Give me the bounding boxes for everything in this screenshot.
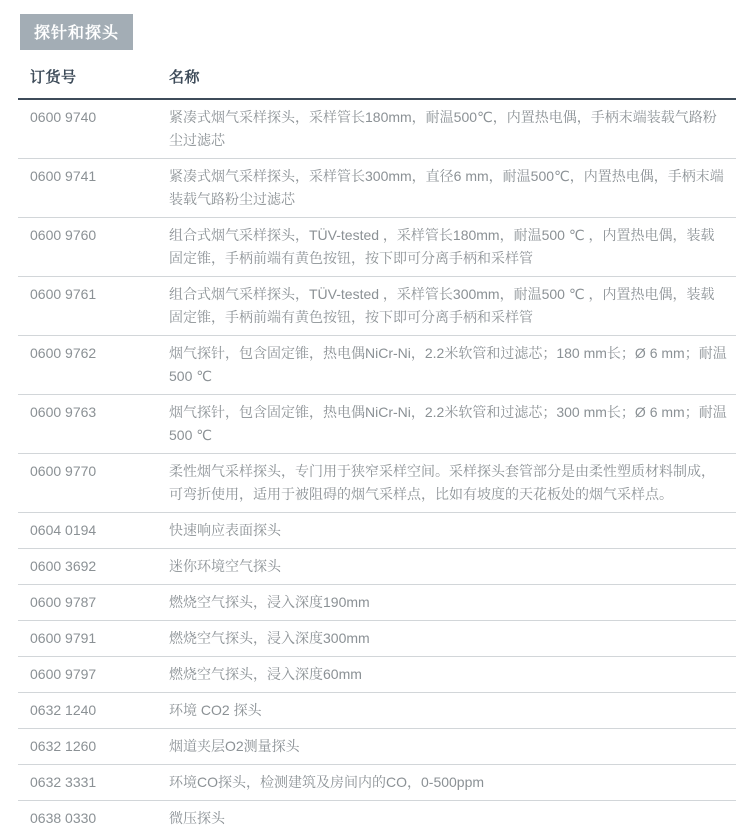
name-cell: 环境 CO2 探头 [157,693,736,729]
table-row [18,657,736,693]
name-cell: 燃烧空气探头，浸入深度60mm [157,657,736,693]
table-body [18,99,736,830]
order-number-cell: 0600 9762 [18,336,157,395]
table-row [18,801,736,830]
order-number-cell: 0600 9741 [18,159,157,218]
section-title: 探针和探头 [34,25,120,42]
order-number-cell: 0632 1260 [18,729,157,765]
order-number-cell: 0600 9770 [18,454,157,513]
name-cell: 迷你环境空气探头 [157,549,736,585]
name-cell: 环境CO探头，检测建筑及房间内的CO，0-500ppm [157,765,736,801]
name-cell: 燃烧空气探头，浸入深度190mm [157,585,736,621]
name-cell: 紧凑式烟气采样探头，采样管长300mm，直径6 mm，耐温500℃，内置热电偶，手柄末端装载气路粉尘过滤芯 [157,159,736,218]
order-number-cell: 0600 9763 [18,395,157,454]
order-number-cell: 0600 9791 [18,621,157,657]
table-row [18,159,736,218]
table-row [18,454,736,513]
order-number-cell: 0600 9760 [18,218,157,277]
table-row [18,277,736,336]
column-header-order-number: 订货号 [18,58,157,99]
table-row [18,549,736,585]
table-row [18,336,736,395]
name-cell: 柔性烟气采样探头，专门用于狭窄采样空间。采样探头套管部分是由柔性塑质材料制成，可弯折使用，适用于被阻碍的烟气采样点，比如有坡度的天花板处的烟气采样点。 [157,454,736,513]
order-number-cell: 0600 9787 [18,585,157,621]
name-cell: 烟气探针，包含固定锥，热电偶NiCr-Ni，2.2米软管和过滤芯；180 mm长；Ø 6 mm；耐温500 ℃ [157,336,736,395]
name-cell: 快速响应表面探头 [157,513,736,549]
table-row [18,729,736,765]
name-cell: 烟道夹层O2测量探头 [157,729,736,765]
order-number-cell: 0600 9797 [18,657,157,693]
order-number-cell: 0600 9740 [18,99,157,159]
table-row [18,395,736,454]
table-row [18,693,736,729]
table-row [18,218,736,277]
name-cell: 烟气探针，包含固定锥，热电偶NiCr-Ni，2.2米软管和过滤芯；300 mm长；Ø 6 mm；耐温500 ℃ [157,395,736,454]
section-title-badge [20,14,133,50]
name-cell: 组合式烟气采样探头，TÜV-tested ，采样管长300mm，耐温500 ℃ ，内置热电偶，装载固定锥，手柄前端有黄色按钮，按下即可分离手柄和采样管 [157,277,736,336]
order-number-cell: 0632 3331 [18,765,157,801]
column-header-name: 名称 [157,58,736,99]
order-number-cell: 0600 3692 [18,549,157,585]
table-row [18,765,736,801]
table-row [18,621,736,657]
table-header-row [18,58,736,99]
name-cell: 燃烧空气探头，浸入深度300mm [157,621,736,657]
order-number-cell: 0638 0330 [18,801,157,830]
table-row [18,585,736,621]
order-number-cell: 0604 0194 [18,513,157,549]
order-number-cell: 0600 9761 [18,277,157,336]
name-cell: 紧凑式烟气采样探头，采样管长180mm，耐温500℃，内置热电偶，手柄末端装载气路粉尘过滤芯 [157,99,736,159]
table-row [18,99,736,159]
products-table [18,58,736,830]
name-cell: 组合式烟气采样探头，TÜV-tested ，采样管长180mm，耐温500 ℃ ，内置热电偶，装载固定锥，手柄前端有黄色按钮，按下即可分离手柄和采样管 [157,218,736,277]
name-cell: 微压探头 [157,801,736,830]
order-number-cell: 0632 1240 [18,693,157,729]
table-row [18,513,736,549]
